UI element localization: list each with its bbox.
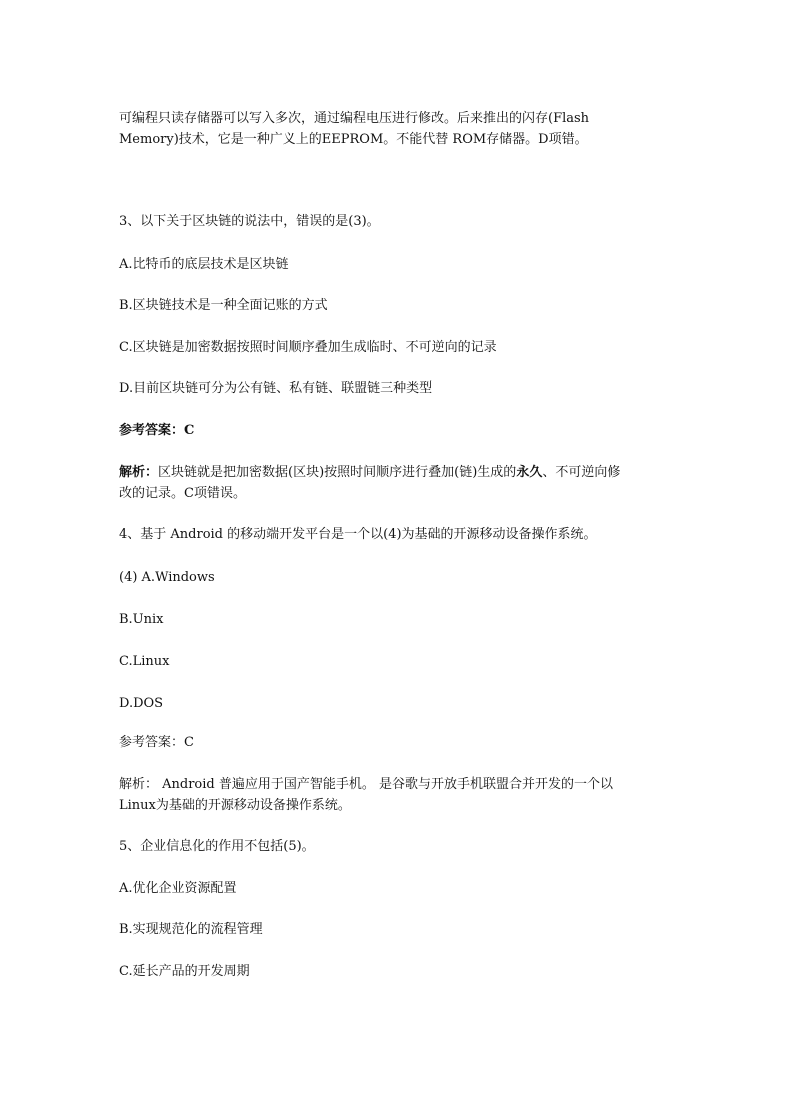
q3-analysis-text-end: 、不可逆向修 [542, 465, 621, 480]
q4-option-d: D.DOS [119, 696, 164, 711]
question-3: 3、以下关于区块链的说法中，错误的是(3)。 [119, 214, 380, 229]
q4-analysis-line-1: 解析： Android 普遍应用于国产智能手机。 是谷歌与开放手机联盟合并开发的一个以 [119, 777, 614, 792]
q4-option-b: B.Unix [119, 612, 164, 627]
q5-option-b: B.实现规范化的流程管理 [119, 922, 263, 937]
q3-option-b: B.区块链技术是一种全面记账的方式 [119, 298, 328, 313]
q3-analysis-label: 解析： [119, 465, 159, 480]
intro-line-2: Memory)技术，它是一种广义上的EEPROM。不能代替 ROM存储器。D项错。 [119, 132, 588, 147]
q3-option-c: C.区块链是加密数据按照时间顺序叠加生成临时、不可逆向的记录 [119, 340, 497, 355]
q4-analysis-line-2: Linux为基础的开源移动设备操作系统。 [119, 798, 351, 813]
q3-analysis-line-2: 改的记录。C项错误。 [119, 486, 246, 501]
q4-answer: 参考答案：C [119, 735, 194, 750]
q3-analysis-emphasis: 永久 [516, 465, 543, 480]
q3-option-a: A.比特币的底层技术是区块链 [119, 257, 289, 272]
q4-option-c: C.Linux [119, 654, 170, 669]
q5-option-a: A.优化企业资源配置 [119, 881, 237, 896]
q4-option-a: (4) A.Windows [119, 570, 215, 585]
q3-option-d: D.目前区块链可分为公有链、私有链、联盟链三种类型 [119, 381, 433, 396]
q3-analysis-line-1 [119, 463, 620, 483]
question-5: 5、企业信息化的作用不包括(5)。 [119, 839, 315, 854]
question-4: 4、基于 Android 的移动端开发平台是一个以(4)为基础的开源移动设备操作系统。 [119, 527, 597, 542]
q3-analysis-text: 区块链就是把加密数据(区块)按照时间顺序进行叠加(链)生成的 [158, 465, 517, 480]
q3-answer: 参考答案：C [119, 423, 195, 438]
q5-option-c: C.延长产品的开发周期 [119, 964, 250, 979]
intro-line-1: 可编程只读存储器可以写入多次，通过编程电压进行修改。后来推出的闪存(Flash [119, 111, 590, 126]
